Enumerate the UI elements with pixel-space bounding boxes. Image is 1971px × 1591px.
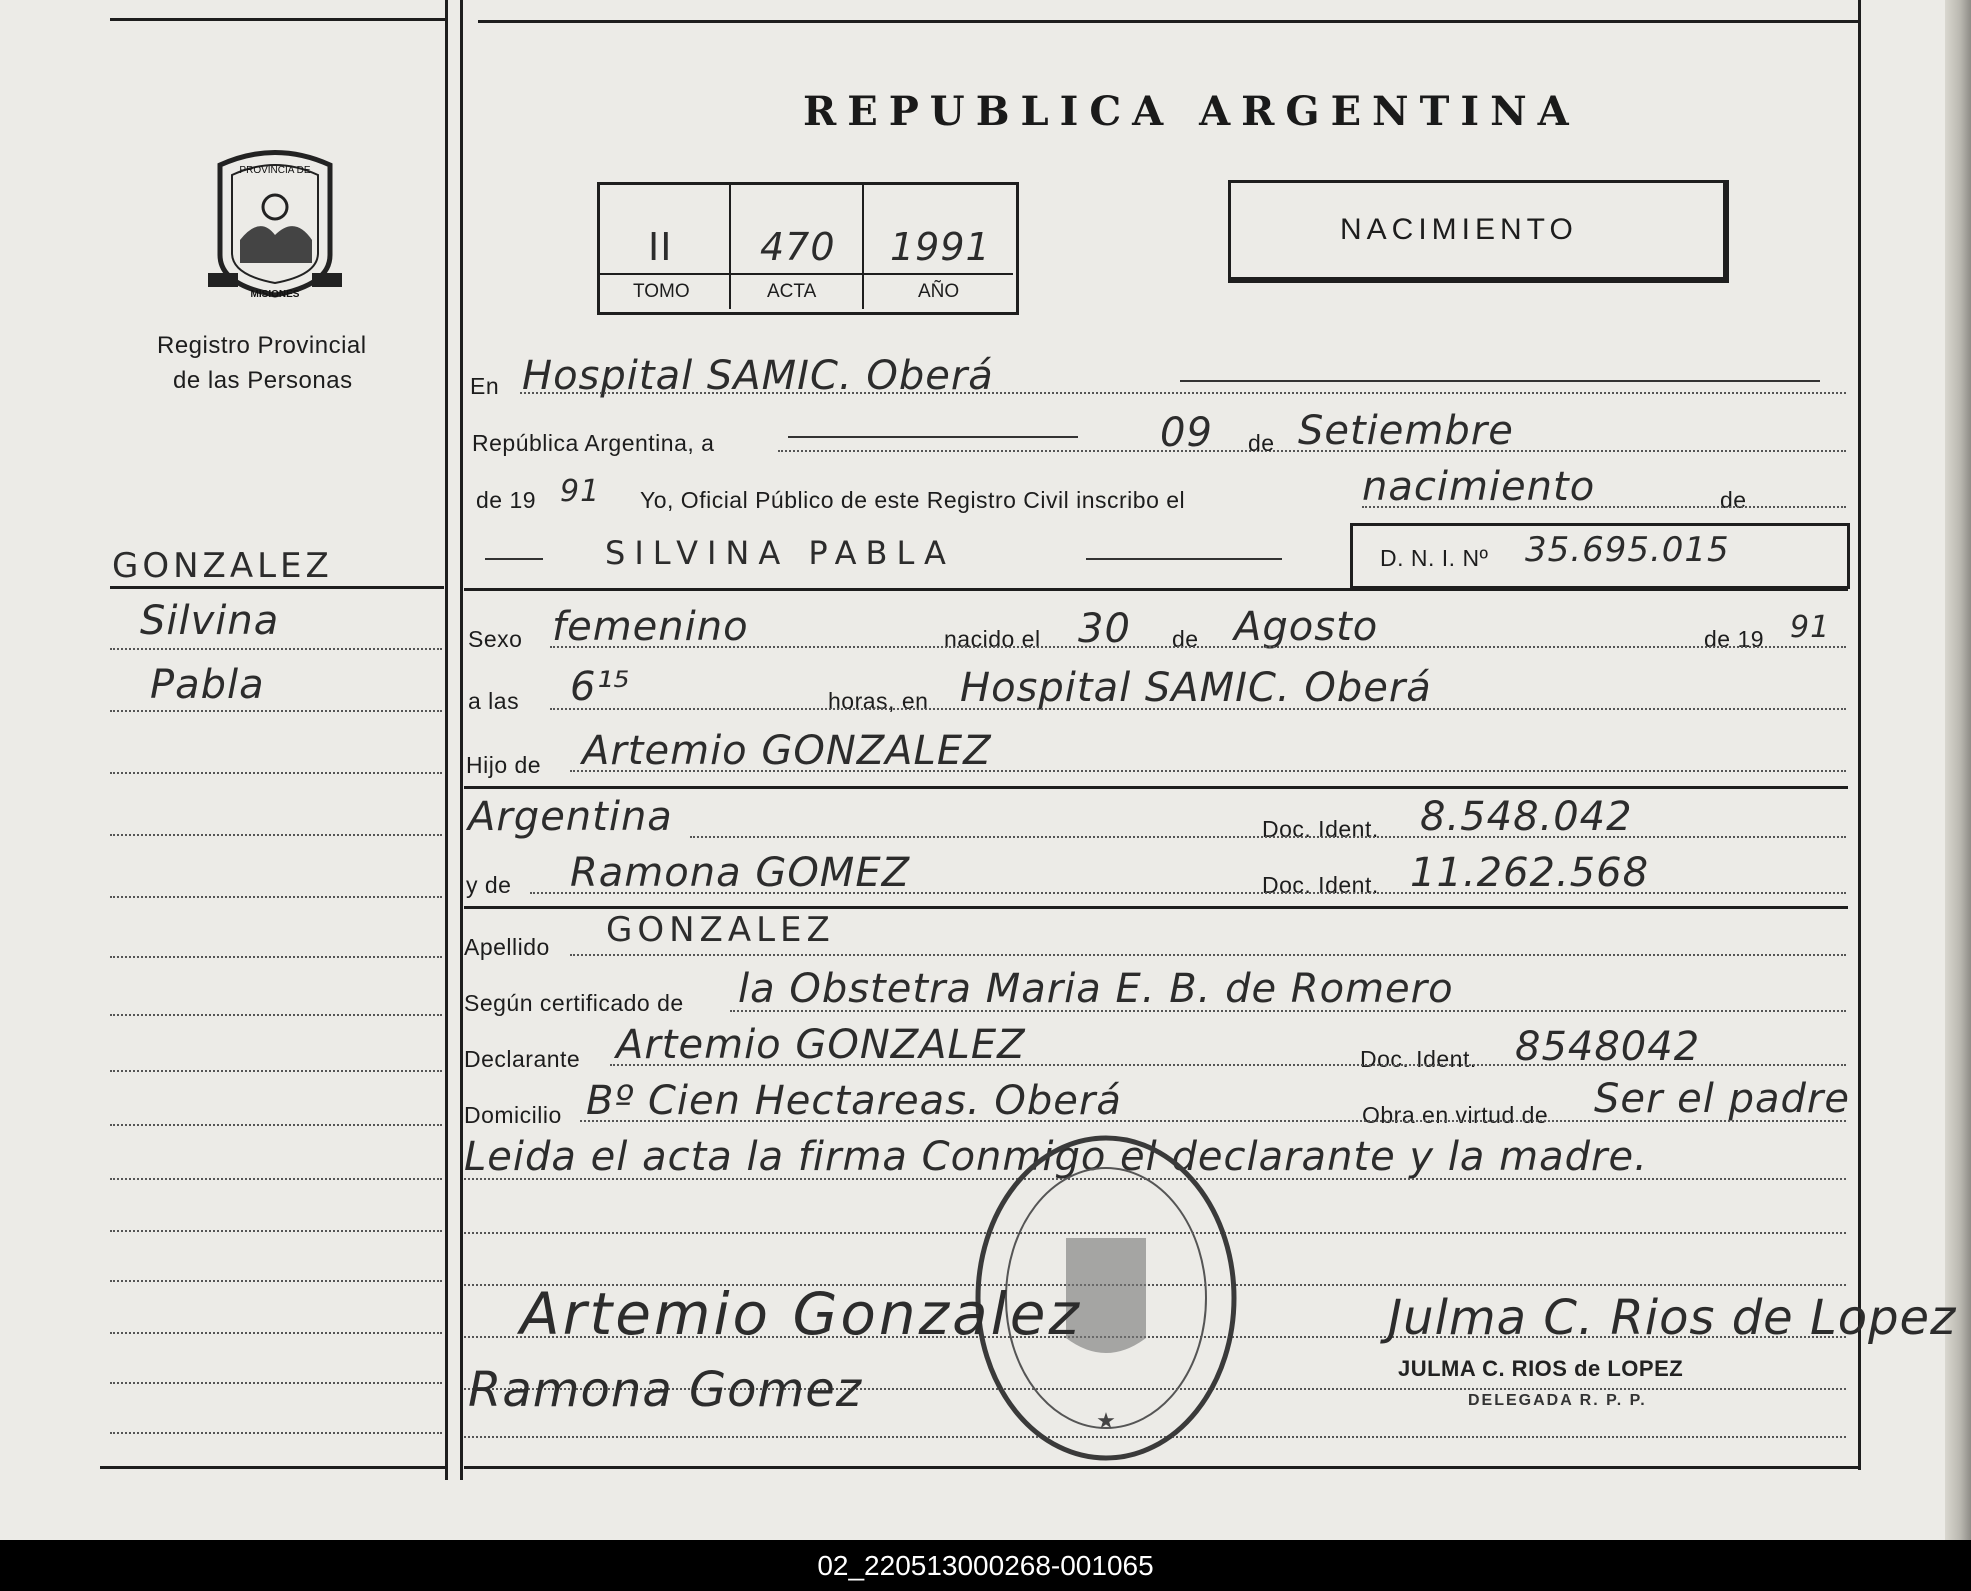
line-dots — [550, 646, 1846, 648]
name-value: SILVINA PABLA — [605, 534, 955, 572]
fill-stroke — [1180, 380, 1820, 382]
svg-text:PROVINCIA DE: PROVINCIA DE — [239, 165, 311, 176]
surname-value: GONZALEZ — [606, 910, 835, 950]
declarant-doc-value: 8548042 — [1515, 1024, 1701, 1070]
hour-value: 6¹⁵ — [570, 664, 631, 710]
section-rule — [464, 786, 1848, 789]
svg-text:MISIONES: MISIONES — [250, 289, 300, 300]
label-de-3: de — [1172, 626, 1199, 652]
dni-value: 35.695.015 — [1525, 530, 1730, 570]
margin-dots — [110, 956, 442, 958]
ref-divider — [729, 185, 731, 309]
margin-dots — [110, 1230, 442, 1232]
margin-name2: Pabla — [150, 662, 265, 708]
margin-dots — [110, 1178, 442, 1180]
label-a-las: a las — [468, 688, 520, 714]
fill-stroke — [788, 436, 1078, 438]
label-apellido: Apellido — [464, 934, 550, 960]
closing-value: Leida el acta la firma Conmigo el declarante y la madre. — [464, 1134, 1648, 1180]
father-signature: Artemio Gonzalez — [520, 1280, 1082, 1348]
top-rule-right — [478, 20, 1858, 23]
margin-surname: GONZALEZ — [112, 546, 333, 586]
margin-rule — [110, 586, 444, 589]
margin-dots — [110, 1070, 442, 1072]
label-republica: República Argentina, a — [472, 430, 715, 456]
anio-value: 1991 — [890, 225, 991, 269]
margin-dots — [110, 896, 442, 898]
line-dots — [1362, 506, 1846, 508]
line-dots — [580, 1120, 1846, 1122]
address-value: Bº Cien Hectareas. Oberá — [586, 1078, 1122, 1124]
label-horas: horas, en — [828, 688, 929, 714]
label-dni: D. N. I. Nº — [1380, 545, 1489, 571]
mother-signature: Ramona Gomez — [468, 1362, 863, 1418]
label-doc-1: Doc. Ident. — [1262, 816, 1379, 842]
registry-line2: de las Personas — [173, 367, 353, 394]
margin-dots — [110, 1332, 442, 1334]
officer-signature: Julma C. Rios de Lopez — [1388, 1290, 1957, 1346]
day-value: 09 — [1160, 410, 1213, 456]
label-de: de — [1248, 430, 1275, 456]
top-rule-left — [110, 18, 446, 21]
label-de19b: de 19 — [1704, 626, 1765, 652]
label-obra: Obra en virtud de — [1362, 1102, 1549, 1128]
year-value: 91 — [560, 474, 601, 509]
certificate-value: la Obstetra Maria E. B. de Romero — [738, 966, 1454, 1012]
line-dots — [730, 1010, 1846, 1012]
father-value: Artemio GONZALEZ — [582, 728, 992, 774]
image-id-caption: 02_220513000268-001065 — [0, 1540, 1971, 1591]
label-sexo: Sexo — [468, 626, 523, 652]
fill-stroke — [485, 558, 543, 560]
label-nacido: nacido el — [944, 626, 1041, 652]
line-dots — [690, 836, 1846, 838]
margin-dots — [110, 772, 442, 774]
line-dots — [530, 892, 1846, 894]
acta-label: ACTA — [767, 281, 817, 302]
label-doc-3: Doc. Ident. — [1360, 1046, 1477, 1072]
section-rule — [464, 906, 1848, 909]
label-segun: Según certificado de — [464, 990, 684, 1016]
label-en: En — [470, 373, 500, 399]
father-nationality-value: Argentina — [468, 794, 673, 840]
birth-day-value: 30 — [1078, 606, 1131, 652]
line-dots — [570, 770, 1846, 772]
svg-text:★: ★ — [1096, 1409, 1116, 1434]
label-de-2: de — [1720, 487, 1747, 513]
margin-dots — [110, 648, 442, 650]
margin-dots — [110, 1382, 442, 1384]
margin-dots — [110, 1014, 442, 1016]
label-hijo: Hijo de — [466, 752, 542, 778]
line-dots — [570, 954, 1846, 956]
record-type: NACIMIENTO — [1340, 213, 1578, 246]
label-domicilio: Domicilio — [464, 1102, 562, 1128]
label-yo: Yo, Oficial Público de este Registro Civil inscribo el — [640, 487, 1186, 513]
country-title: REPUBLICA ARGENTINA — [803, 88, 1580, 135]
mother-doc-value: 11.262.568 — [1410, 850, 1650, 896]
by-virtue-value: Ser el padre — [1594, 1076, 1850, 1122]
province-seal-icon — [200, 145, 350, 305]
officer-name-stamp: JULMA C. RIOS de LOPEZ — [1398, 1356, 1684, 1381]
line-dots — [550, 708, 1846, 710]
column-divider — [445, 0, 448, 1480]
registry-line1: Registro Provincial — [157, 332, 367, 359]
tomo-label: TOMO — [633, 281, 690, 302]
ref-divider — [862, 185, 864, 309]
birth-place-value: Hospital SAMIC. Oberá — [960, 665, 1432, 711]
column-divider-inner — [460, 0, 463, 1480]
anio-label: AÑO — [918, 281, 960, 302]
label-declarante: Declarante — [464, 1046, 581, 1072]
father-doc-value: 8.548.042 — [1420, 794, 1633, 840]
ref-label-rule — [600, 273, 1013, 275]
label-de19: de 19 — [476, 487, 537, 513]
margin-dots — [110, 834, 442, 836]
margin-dots — [110, 1432, 442, 1434]
event-value: nacimiento — [1362, 464, 1596, 510]
label-doc-2: Doc. Ident. — [1262, 872, 1379, 898]
margin-name1: Silvina — [140, 598, 280, 644]
line-dots — [520, 392, 1846, 394]
officer-title-stamp: DELEGADA R. P. P. — [1468, 1392, 1647, 1409]
acta-value: 470 — [760, 225, 836, 269]
birth-year-value: 91 — [1790, 610, 1831, 645]
month-value: Setiembre — [1298, 408, 1514, 454]
birth-month-value: Agosto — [1234, 604, 1379, 650]
margin-dots — [110, 1124, 442, 1126]
margin-dots — [110, 710, 442, 712]
place-value: Hospital SAMIC. Oberá — [522, 353, 994, 399]
mother-value: Ramona GOMEZ — [570, 850, 910, 896]
line-dots — [610, 1064, 1846, 1066]
margin-dots — [110, 1280, 442, 1282]
label-y-de: y de — [466, 872, 512, 898]
declarant-value: Artemio GONZALEZ — [616, 1022, 1026, 1068]
sex-value: femenino — [552, 604, 749, 650]
tomo-value: II — [648, 225, 673, 269]
margin-bottom-rule — [100, 1466, 445, 1469]
fill-stroke — [1086, 558, 1282, 560]
right-border — [1858, 0, 1861, 1470]
